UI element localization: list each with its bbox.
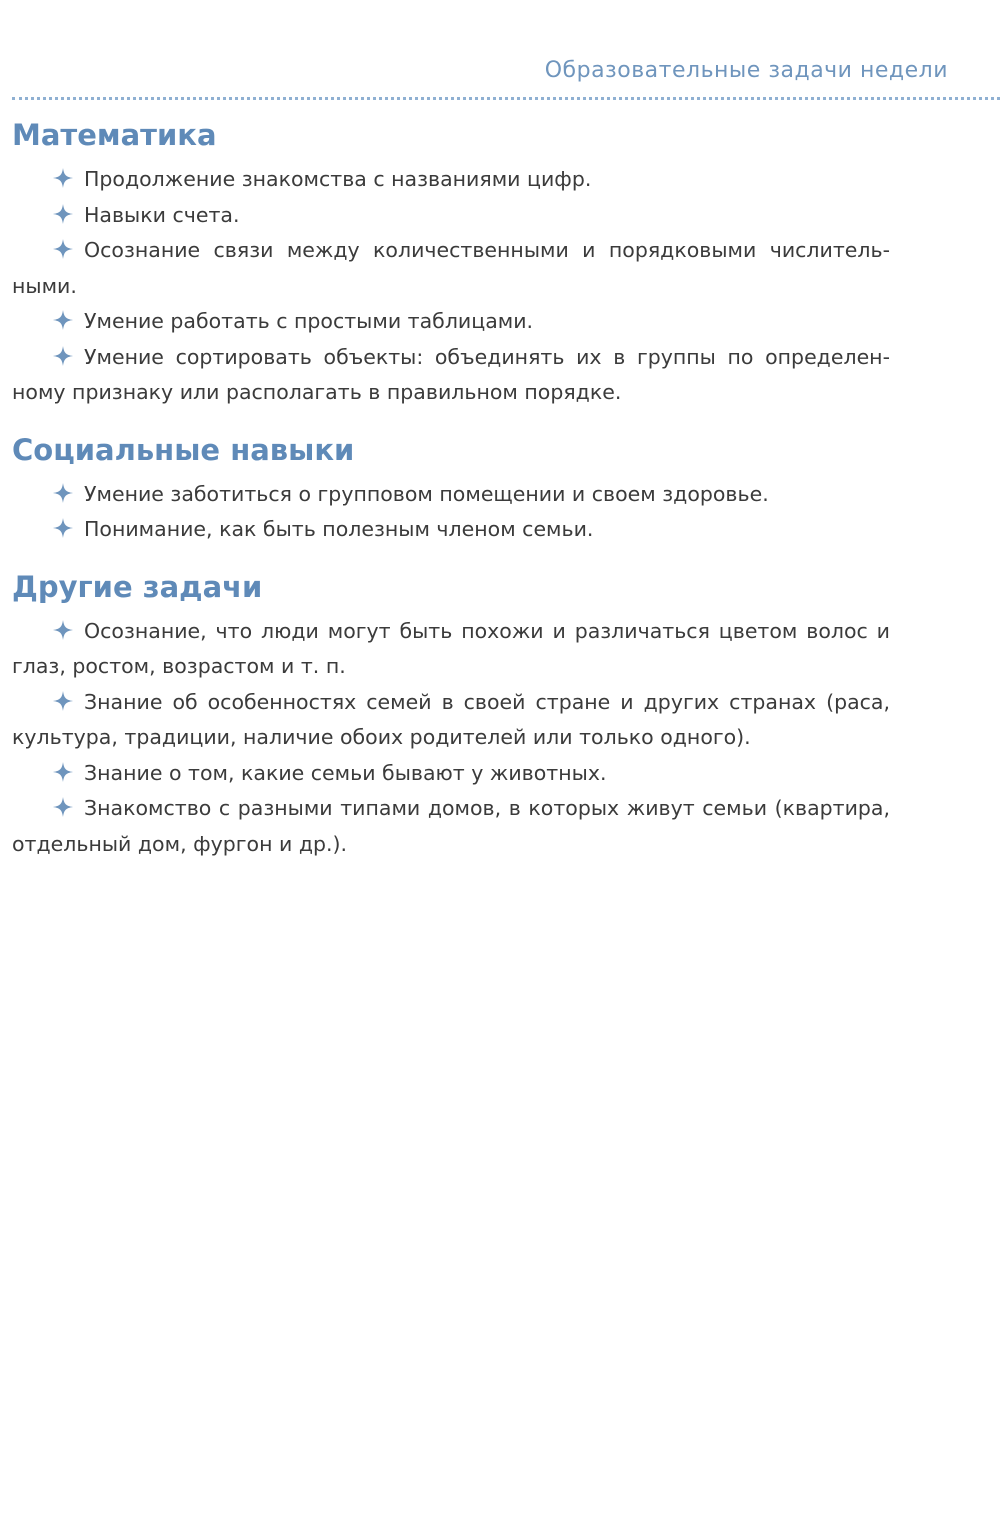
running-header: Образовательные задачи недели (544, 58, 948, 83)
four-point-star-icon (53, 239, 73, 259)
item-text: Знание о том, какие семьи бывают у животных. (84, 760, 607, 785)
list-item (12, 198, 890, 234)
four-point-star-icon (53, 620, 73, 640)
list-item (12, 685, 890, 756)
four-point-star-icon (53, 168, 73, 188)
item-list (12, 162, 890, 411)
section-social-skills (12, 427, 890, 548)
section-title-social-skills: Социальные навыки (12, 432, 355, 467)
four-point-star-icon (53, 518, 73, 538)
item-text: Понимание, как быть полезным членом семьи. (84, 517, 594, 541)
item-text: Осознание связи между количественными и порядковыми числительными. (12, 238, 890, 298)
four-point-star-icon (53, 762, 73, 782)
four-point-star-icon (53, 346, 73, 366)
item-list (12, 477, 890, 548)
item-text: Умение сортировать объекты: объединять их в группы по определенному признаку или располагать в правильном порядке. (12, 344, 890, 404)
list-item (12, 340, 890, 411)
list-item (12, 756, 890, 792)
list-item (12, 477, 890, 513)
item-text: Навыки счета. (84, 202, 240, 227)
four-point-star-icon (53, 310, 73, 330)
item-text: Умение заботиться о групповом помещении и своем здоровье. (84, 481, 769, 506)
section-other-tasks (12, 564, 890, 863)
item-text: Осознание, что люди могут быть похожи и различаться цветом волос и глаз, ростом, возрастом и т. п. (12, 618, 890, 678)
four-point-star-icon (53, 691, 73, 711)
section-math (12, 112, 890, 411)
four-point-star-icon (53, 204, 73, 224)
item-text: Знакомство с разными типами домов, в которых живут семьи (квартира, отдельный дом, фургон и др.). (12, 796, 890, 856)
list-item (12, 614, 890, 685)
four-point-star-icon (53, 483, 73, 503)
list-item (12, 233, 890, 304)
item-text: Продолжение знакомства с названиями цифр. (84, 167, 592, 191)
section-title-other-tasks: Другие задачи (12, 569, 263, 604)
item-list (12, 614, 890, 863)
list-item (12, 162, 890, 198)
list-item (12, 304, 890, 340)
dotted-divider (12, 97, 1000, 100)
four-point-star-icon (53, 797, 73, 817)
item-text: Знание об особенностях семей в своей стране и других странах (раса, культура, традиции, наличие обоих родителей или только одного). (12, 689, 890, 749)
list-item (12, 512, 890, 548)
section-title-math: Математика (12, 118, 217, 152)
list-item (12, 791, 890, 862)
item-text: Умение работать с простыми таблицами. (84, 309, 534, 333)
page-content (12, 112, 890, 878)
